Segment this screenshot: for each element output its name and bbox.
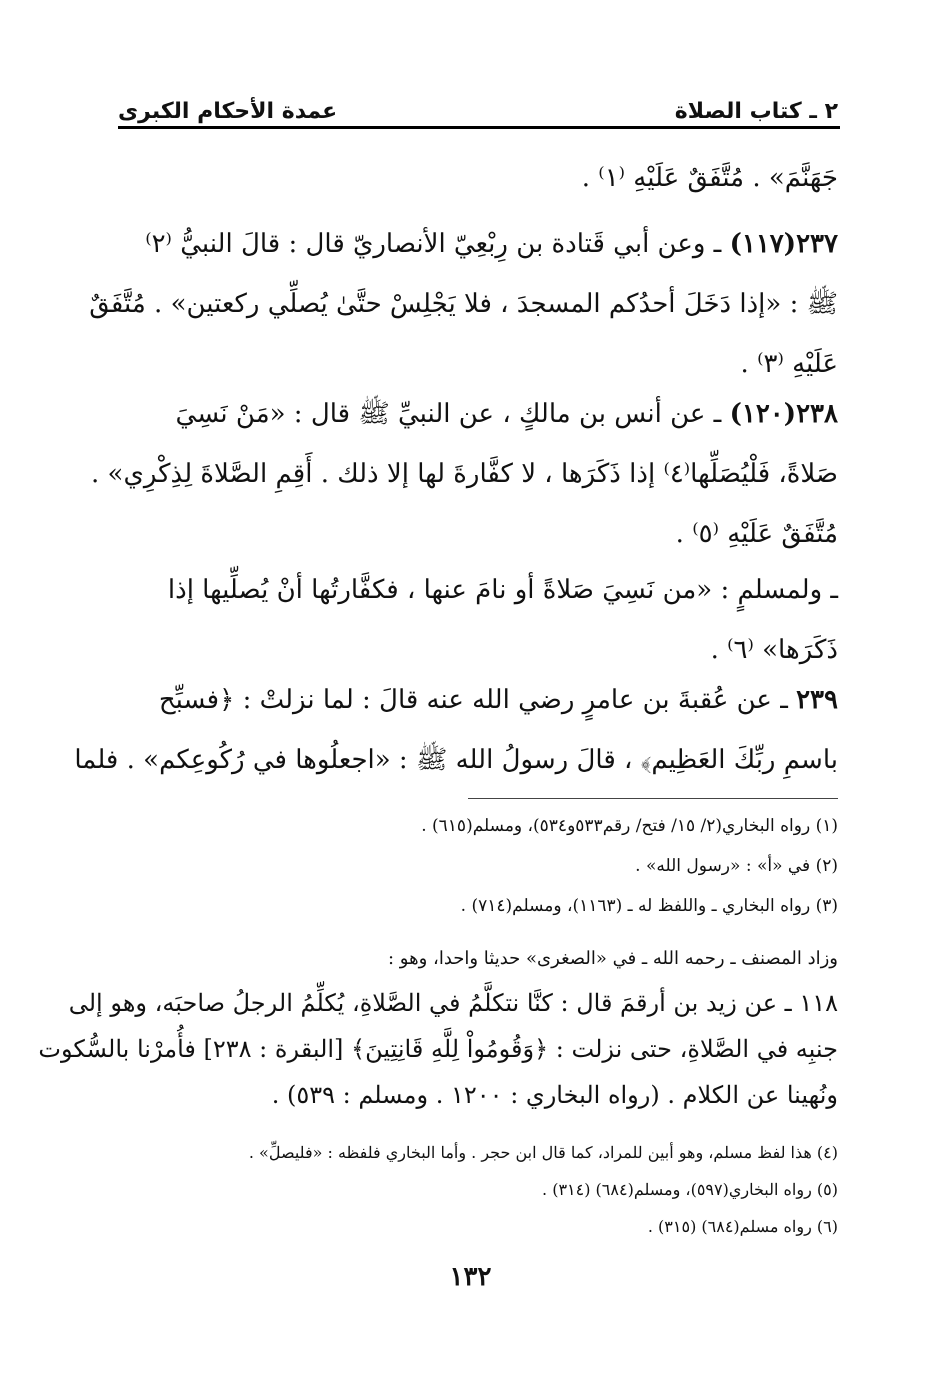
- text-line: جَهَنَّمَ» . مُتَّفَقٌ عَلَيْهِ ⁽١⁾ .: [581, 163, 838, 193]
- running-header: [118, 88, 838, 124]
- text-line: ونُهينا عن الكلام . (رواه البخاري : ١٢٠٠ . ومسلم : ٥٣٩) .: [271, 1081, 838, 1109]
- text-line: ذَكَرَها» ⁽٦⁾ .: [710, 635, 838, 665]
- footnote: (٦) رواه مسلم(٦٨٤) (٣١٥) .: [647, 1217, 838, 1236]
- hadith-239: [74, 670, 838, 790]
- footnotes-top: [120, 806, 838, 926]
- book-title: عمدة الأحكام الكبرى: [118, 99, 338, 124]
- text-line: ٢٣٩ ـ عن عُقبةَ بن عامرٍ رضي الله عنه قالَ : لما نزلتْ : ﴿فسبِّح: [158, 685, 838, 715]
- chapter-title: ٢ ـ كتاب الصلاة: [674, 99, 838, 124]
- hadith-number: ٢٣٧(١١٧): [729, 229, 838, 259]
- text-line: ٢٣٨(١٢٠) ـ عن أنس بن مالكٍ ، عن النبيِّ ﷺ قال : «مَنْ نَسِيَ: [175, 399, 838, 429]
- author-addition: [38, 938, 838, 1118]
- text-line: باسمِ ربِّكَ العَظِيم﴾ ، قالَ رسولُ الله ﷺ : «اجعلُوها في رُكُوعِكم» . فلما: [74, 745, 838, 775]
- text-line: صَلاةً، فَلْيُصَلِّها⁽٤⁾ إذا ذَكَرَها ، لا كفَّارةَ لها إلا ذلك . أَقِمِ الصَّلاةَ لِذِكْرِي» .: [91, 459, 838, 489]
- hadith-238: [91, 384, 838, 564]
- text-line: ـ ولمسلمٍ : «من نَسِيَ صَلاةً أو نامَ عنها ، فكفَّارتُها أنْ يُصلِّيها إذا: [167, 575, 838, 605]
- text-line: ١١٨ ـ عن زيد بن أرقمَ قال : كنَّا نتكلَّمُ في الصَّلاةِ، يُكلِّمُ الرجلُ صاحبَه، وهو إلى: [68, 989, 838, 1017]
- footnotes-bottom: [120, 1134, 838, 1245]
- footnote: (٢) في «أ» : «رسول الله» .: [635, 856, 838, 876]
- text-line: جنبِه في الصَّلاةِ، حتى نزلت : ﴿وَقُومُواْ لِلَّهِ قَانِتِينَ﴾ [البقرة : ٢٣٨] فأُمرْنا بالسُّكوت: [38, 1035, 838, 1063]
- text-line: ٢٣٧(١١٧) ـ وعن أبي قَتادة بن رِبْعِيّ الأنصاريّ قال : قالَ النبيُّ ⁽٢⁾: [145, 229, 838, 259]
- footnote-divider: [468, 798, 838, 799]
- footnote: (٣) رواه البخاري ـ واللفظ له ـ (١١٦٣)، ومسلم(٧١٤) .: [460, 896, 838, 916]
- hadith-number: ٢٣٨(١٢٠): [729, 399, 838, 429]
- text-line: عَلَيْهِ ⁽٣⁾ .: [740, 349, 838, 379]
- footnote: (٥) رواه البخاري(٥٩٧)، ومسلم(٦٨٤) (٣١٤) .: [542, 1180, 838, 1199]
- hadith-number: ٢٣٩: [796, 685, 838, 715]
- addition-intro: وزاد المصنف ـ رحمه الله ـ في «الصغرى» حديثا واحدا، وهو :: [388, 948, 838, 969]
- text-line: مُتَّفَقٌ عَلَيْهِ ⁽٥⁾ .: [675, 519, 838, 549]
- page-number: ١٣٢: [449, 1262, 492, 1292]
- hadith-237: [89, 214, 838, 394]
- footnote: (١) رواه البخاري(٢/ ١٥/ فتح/ رقم٥٣٣و٥٣٤)، ومسلم(٦١٥) .: [421, 816, 838, 836]
- muslim-variant: [120, 560, 838, 680]
- footnote: (٤) هذا لفظ مسلم، وهو أبين للمراد، كما قال ابن حجر . وأما البخاري فلفظه : «فليصلِّ» .: [248, 1143, 838, 1162]
- text-line: ﷺ : «إذا دَخَلَ أحدُكم المسجدَ ، فلا يَجْلِسْ حتَّىٰ يُصلِّي ركعتين» . مُتَّفَقٌ: [89, 289, 838, 319]
- paragraph-continuation: [120, 148, 838, 208]
- header-rule: [118, 126, 840, 129]
